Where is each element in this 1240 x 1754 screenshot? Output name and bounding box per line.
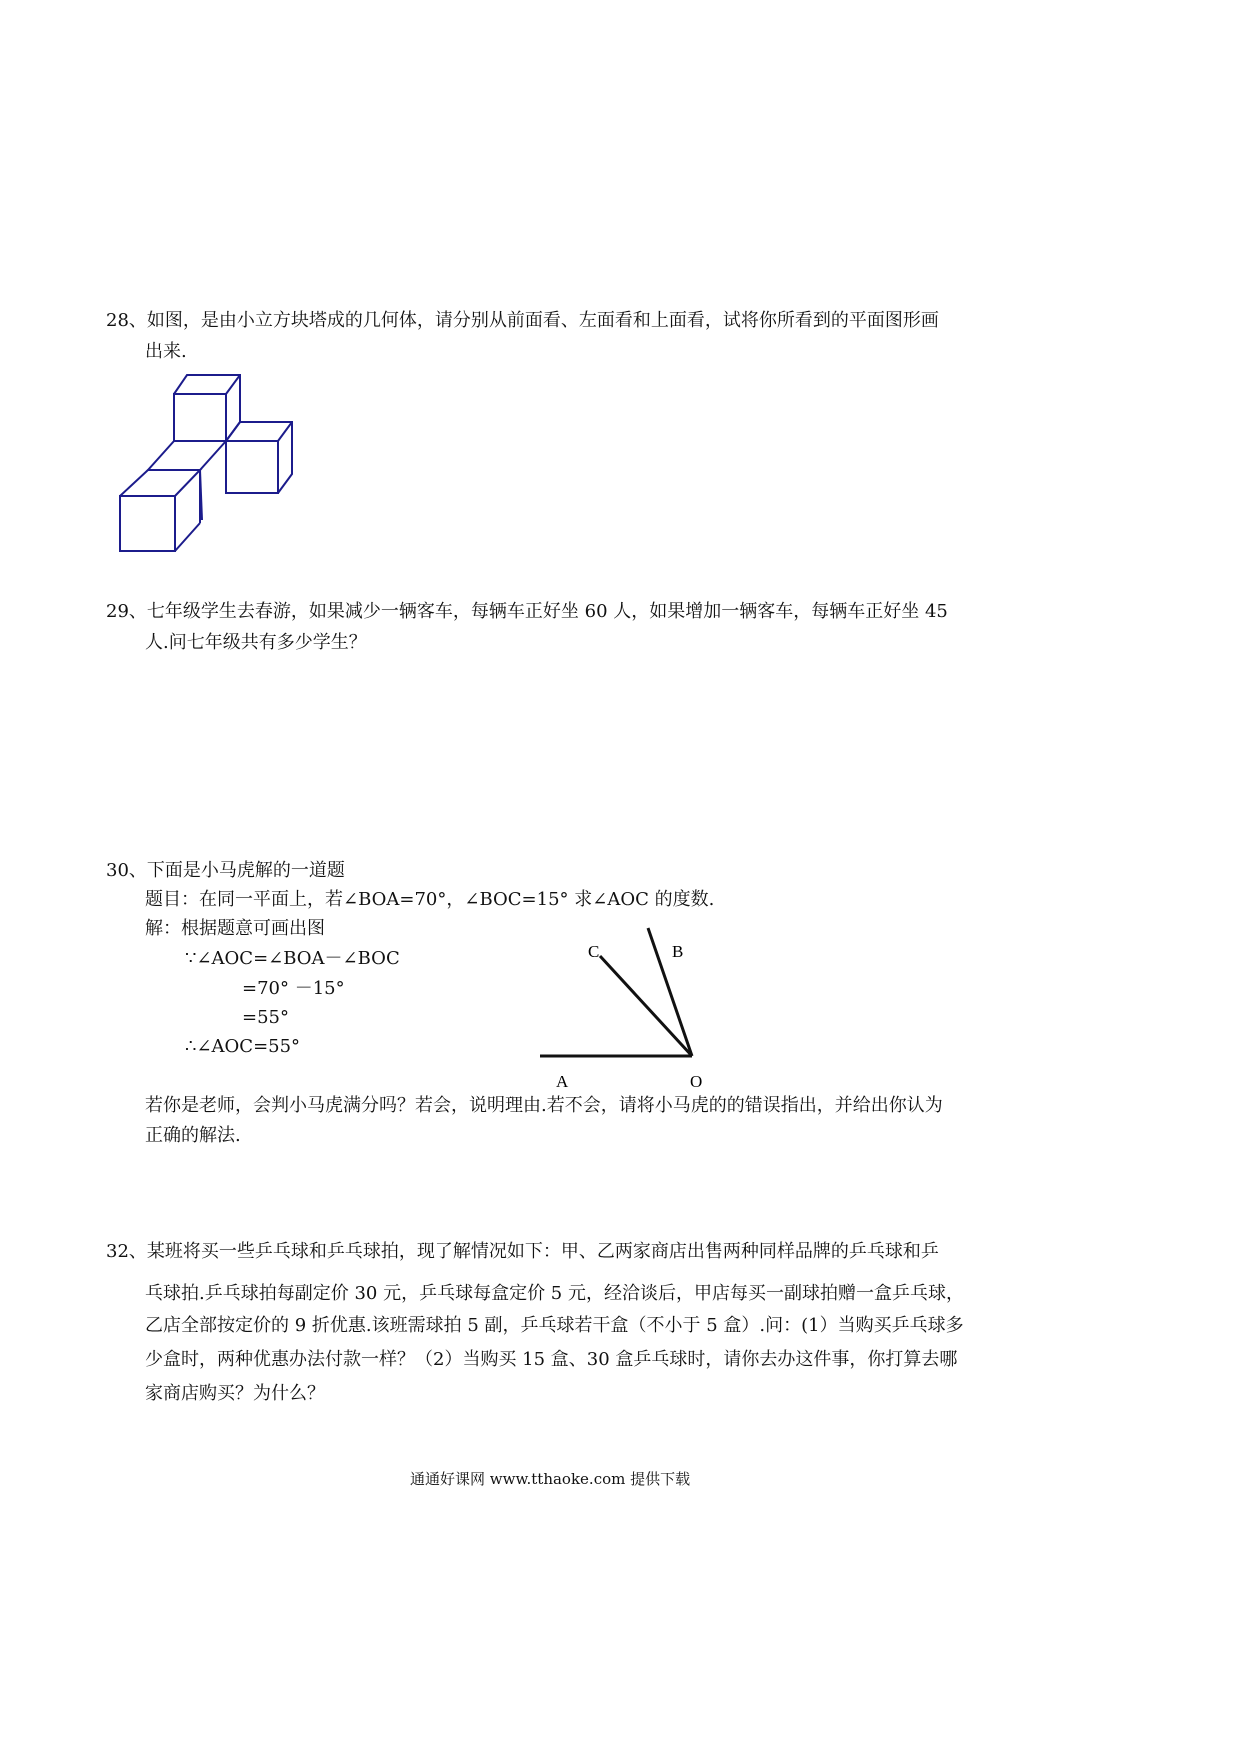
ray-OB: [648, 928, 692, 1056]
right-cube-side: [226, 422, 292, 493]
top-cube-side: [174, 375, 240, 441]
q30-problem: 题目：在同一平面上，若∠BOA=70°，∠BOC=15° 求∠AOC 的度数.: [145, 889, 715, 910]
label-C: C: [588, 942, 600, 961]
q32-line1: 32、某班将买一些乒乓球和乒乓球拍，现了解情况如下：甲、乙两家商店出售两种同样品牌的乒乓球和乒: [106, 1241, 939, 1262]
top-cube-front: [174, 394, 226, 441]
q30-step3: =55°: [242, 1007, 289, 1028]
q32-line2: 乓球拍.乒乓球拍每副定价 30 元，乒乓球每盒定价 5 元，经洽谈后，甲店每买一副球拍赠一盒乒乓球，: [145, 1283, 964, 1304]
q32-line5: 家商店购买？为什么？: [145, 1383, 325, 1404]
label-A: A: [556, 1072, 569, 1091]
q30-title: 30、下面是小马虎解的一道题: [106, 860, 345, 881]
q30-step1: ∵∠AOC=∠BOA－∠BOC: [185, 948, 400, 969]
ray-OC: [600, 956, 692, 1056]
q32-line3: 乙店全部按定价的 9 折优惠.该班需球拍 5 副，乒乓球若干盒（不小于 5 盒）.问：(1）当购买乒乓球多: [145, 1315, 964, 1336]
q28-line1: 28、如图，是由小立方块塔成的几何体，请分别从前面看、左面看和上面看，试将你所看到的平面图形画: [106, 310, 939, 331]
q30-step4: ∴∠AOC=55°: [185, 1036, 301, 1057]
q29-line1: 29、七年级学生去春游，如果减少一辆客车，每辆车正好坐 60 人，如果增加一辆客车，每辆车正好坐 45: [106, 601, 948, 622]
right-cube-front: [226, 441, 278, 493]
cube-figure: [112, 368, 312, 558]
front-cube-front: [120, 496, 175, 551]
label-O: O: [690, 1072, 703, 1091]
page-footer: 通通好课网 www.tthaoke.com 提供下载: [410, 1470, 691, 1488]
q29-line2: 人.问七年级共有多少学生？: [145, 632, 367, 653]
q30-question-line1: 若你是老师，会判小马虎满分吗？若会，说明理由.若不会，请将小马虎的的错误指出，并给出你认为: [145, 1095, 943, 1116]
middle-cube-top: [148, 441, 226, 470]
q28-line2: 出来.: [145, 341, 187, 362]
q30-solution-intro: 解：根据题意可画出图: [145, 918, 325, 939]
label-B: B: [672, 942, 684, 961]
front-cube-top: [120, 470, 200, 496]
q30-step2: =70° －15°: [242, 978, 345, 999]
q30-question-line2: 正确的解法.: [145, 1125, 241, 1146]
angle-diagram: [530, 920, 730, 1095]
q32-line4: 少盒时，两种优惠办法付款一样？（2）当购买 15 盒、30 盒乒乓球时，请你去办这件事，你打算去哪: [145, 1349, 958, 1370]
